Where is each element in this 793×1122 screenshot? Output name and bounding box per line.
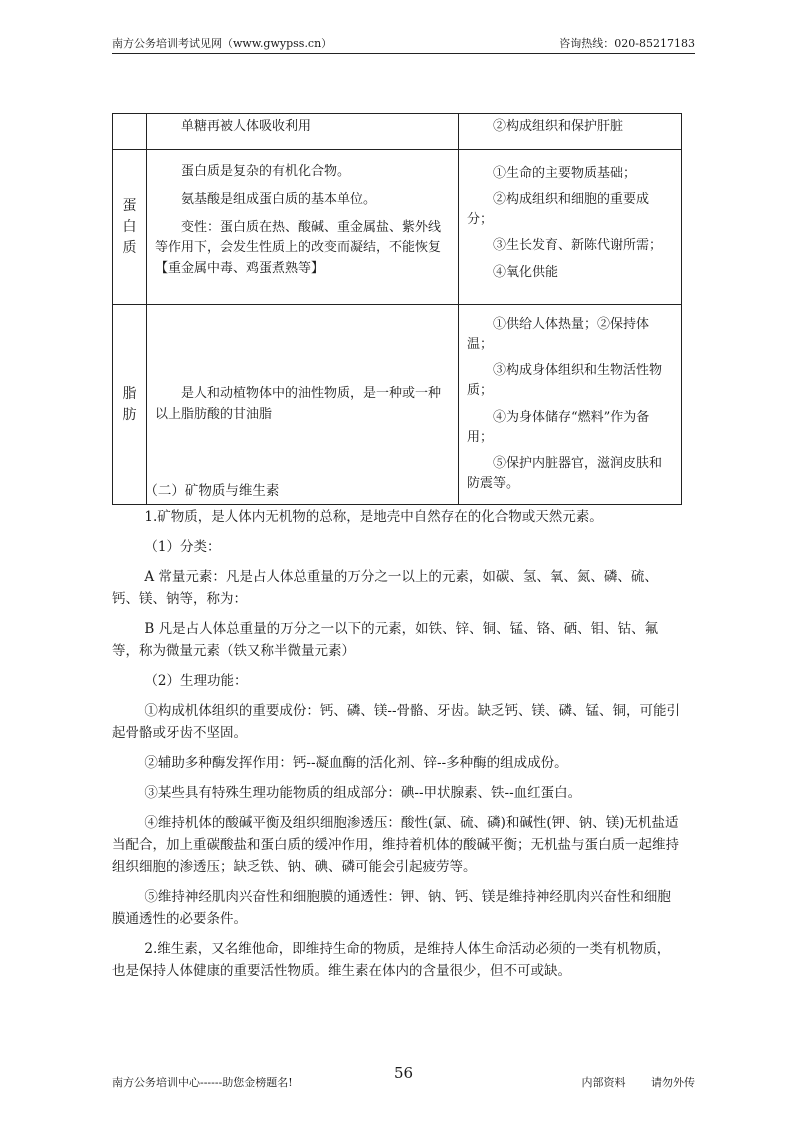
row-function-cell: [459, 305, 682, 505]
function-item: ④为身体储存“燃料”作为备用；: [467, 409, 650, 445]
function-text: ②构成组织和保护肝脏: [493, 119, 624, 134]
page-header: [112, 33, 695, 54]
table-row: [113, 114, 682, 150]
subheading: （1）分类：: [144, 539, 221, 555]
row-description-cell: [147, 114, 459, 150]
paragraph: 1.矿物质，是人体内无机物的总称，是地壳中自然存在的化合物或天然元素。: [144, 509, 603, 525]
description-text: 蛋白质是复杂的有机化合物。: [181, 164, 351, 179]
paragraph: ①构成机体组织的重要成份：钙、磷、镁--骨骼、牙齿。缺乏钙、镁、磷、锰、铜，可能引起骨骼或牙齿不坚固。: [112, 703, 681, 741]
footer-slogan: 南方公务培训中心------助您金榜题名!: [112, 1076, 293, 1089]
function-item: ②构成组织和细胞的重要成分；: [467, 192, 650, 228]
row-name-cell: [113, 114, 147, 150]
paragraph: ⑤维持神经肌肉兴奋性和细胞膜的通透性：钾、钠、钙、镁是维持神经肌肉兴奋性和细胞膜通透性的必要条件。: [112, 889, 671, 927]
nutrient-name: 蛋 白 质: [122, 197, 137, 256]
table-row: [113, 305, 682, 505]
section-heading: （二）矿物质与维生素: [144, 483, 280, 499]
footer-internal: 内部资料: [581, 1076, 626, 1089]
row-function-cell: [459, 150, 682, 305]
paragraph: A 常量元素：凡是占人体总重量的万分之一以上的元素，如碳、氢、氧、氮、磷、硫、钙、镁、钠等，称为：: [112, 569, 658, 607]
subheading: （2）生理功能：: [144, 673, 248, 689]
paragraph: ④维持机体的酸碱平衡及组织细胞渗透压：酸性(氯、硫、磷)和碱性(钾、钠、镁)无机盐适当配合，加上重碳酸盐和蛋白质的缓冲作用，维持着机体的酸碱平衡；无机盐与蛋白质一起维持组织细胞的渗透压；缺乏铁、钠、碘、磷可能会引起疲劳等。: [112, 815, 679, 875]
row-description-cell: [147, 305, 459, 505]
footer-confidential: 请勿外传: [651, 1076, 695, 1089]
row-function-cell: [459, 114, 682, 150]
paragraph: ②辅助多种酶发挥作用：钙--凝血酶的活化剂、锌--多种酶的组成成份。: [144, 755, 568, 771]
row-name-cell: [113, 150, 147, 305]
table-row: [113, 150, 682, 305]
nutrient-name: 脂 肪: [122, 385, 137, 423]
description-text: 变性：蛋白质在热、酸碱、重金属盐、紫外线等作用下，会发生性质上的改变而凝结，不能恢复【重金属中毒、鸡蛋煮熟等】: [155, 220, 442, 276]
description-text: 是人和动植物体中的油性物质，是一种或一种以上脂肪酸的甘油脂: [155, 386, 442, 422]
description-text: 单糖再被人体吸收利用: [181, 119, 312, 134]
function-item: ④氧化供能: [493, 264, 559, 280]
function-item: ③构成身体组织和生物活性物质；: [467, 363, 663, 399]
header-hotline: 咨询热线：020-85217183: [559, 37, 695, 50]
function-item: ⑤保护内脏器官，滋润皮肤和防震等。: [467, 455, 663, 491]
row-name-cell: [113, 305, 147, 505]
paragraph: ③某些具有特殊生理功能物质的组成部分：碘--甲状腺素、铁--血红蛋白。: [144, 785, 582, 801]
function-item: ③生长发育、新陈代谢所需；: [493, 238, 663, 254]
function-item: ①供给人体热量；②保持体温；: [467, 317, 650, 353]
page-number: 56: [393, 1064, 414, 1082]
nutrient-table: [112, 113, 682, 505]
footer-notice: [560, 1074, 696, 1090]
description-text: 氨基酸是组成蛋白质的基本单位。: [181, 192, 377, 208]
main-text: [112, 480, 682, 990]
paragraph: 2.维生素，又名维他命，即维持生命的物质，是维持人体生命活动必须的一类有机物质，也是保持人体健康的重要活性物质。维生素在体内的含量很少，但不可或缺。: [112, 941, 671, 979]
function-item: ①生命的主要物质基础；: [493, 166, 637, 181]
row-description-cell: [147, 150, 459, 305]
paragraph: B 凡是占人体总重量的万分之一以下的元素，如铁、锌、铜、锰、铬、硒、钼、钴、氟等，称为微量元素（铁又称半微量元素）: [112, 621, 659, 659]
header-site-name: 南方公务培训考试见网（www.gwypss.cn）: [112, 37, 333, 50]
